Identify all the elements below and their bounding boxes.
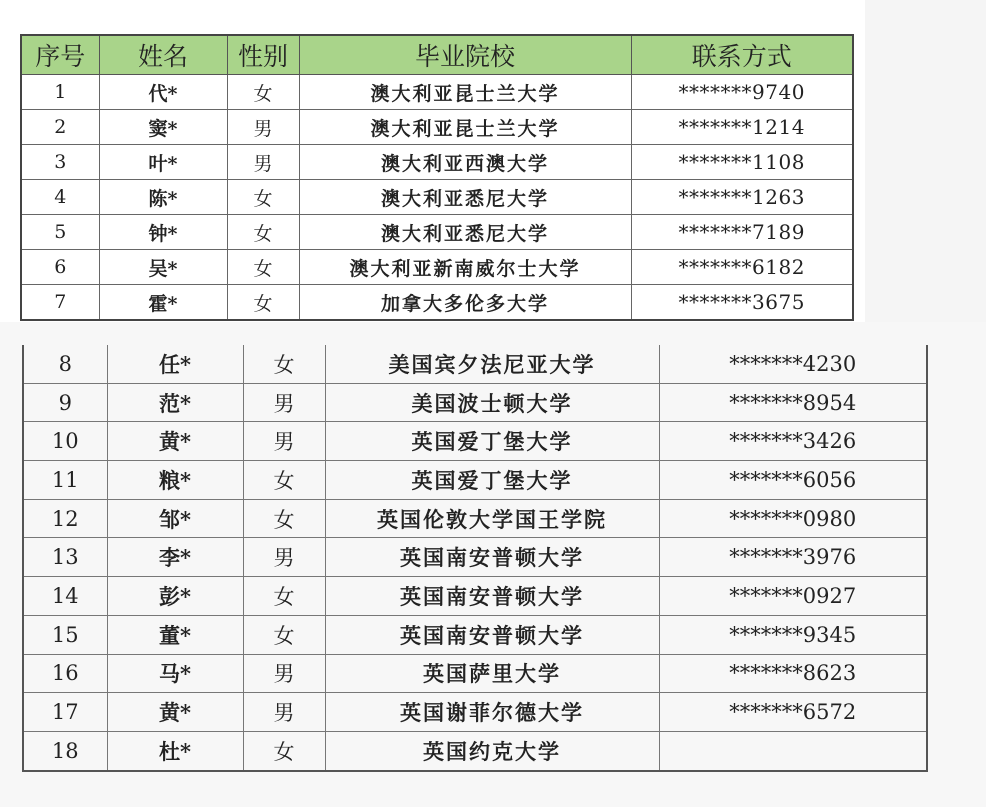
cell-school: 英国南安普顿大学 [325, 615, 659, 654]
table-header-row [21, 35, 853, 75]
cell-school: 澳大利亚悉尼大学 [299, 215, 631, 250]
cell-contact: *******4230 [659, 345, 927, 383]
cell-gender: 男 [227, 110, 299, 145]
header-gender: 性别 [227, 35, 299, 75]
cell-index: 11 [23, 461, 107, 500]
cell-name: 黄* [107, 422, 243, 461]
cell-gender: 女 [243, 345, 325, 383]
cell-school: 美国宾夕法尼亚大学 [325, 345, 659, 383]
cell-contact: *******3426 [659, 422, 927, 461]
cell-name: 董* [107, 615, 243, 654]
cell-contact: *******7189 [631, 215, 853, 250]
cell-school: 美国波士顿大学 [325, 383, 659, 422]
table-row [23, 577, 927, 616]
table-row [23, 693, 927, 732]
table-row [21, 285, 853, 321]
graduate-table-bottom [22, 345, 928, 772]
cell-gender: 女 [243, 731, 325, 770]
table-row [23, 615, 927, 654]
cell-index: 15 [23, 615, 107, 654]
cell-gender: 女 [227, 285, 299, 321]
cell-gender: 女 [243, 577, 325, 616]
cell-index: 13 [23, 538, 107, 577]
cell-school: 英国谢菲尔德大学 [325, 693, 659, 732]
table-row [23, 538, 927, 577]
cell-school: 英国约克大学 [325, 731, 659, 770]
table-row [21, 250, 853, 285]
cell-gender: 男 [243, 654, 325, 693]
cell-school: 英国南安普顿大学 [325, 577, 659, 616]
cell-name: 粮* [107, 461, 243, 500]
cell-school: 澳大利亚昆士兰大学 [299, 110, 631, 145]
cell-index: 4 [21, 180, 99, 215]
cell-contact: *******8623 [659, 654, 927, 693]
cell-name: 窦* [99, 110, 227, 145]
cell-school: 加拿大多伦多大学 [299, 285, 631, 321]
table-row [23, 499, 927, 538]
cell-name: 吴* [99, 250, 227, 285]
cell-index: 12 [23, 499, 107, 538]
cell-contact: *******1214 [631, 110, 853, 145]
cell-index: 8 [23, 345, 107, 383]
cell-gender: 男 [227, 145, 299, 180]
cell-contact: *******3976 [659, 538, 927, 577]
cell-school: 英国南安普顿大学 [325, 538, 659, 577]
table-row [23, 654, 927, 693]
cell-name: 代* [99, 75, 227, 110]
cell-name: 陈* [99, 180, 227, 215]
table-row [21, 180, 853, 215]
table-row [23, 345, 927, 383]
cell-school: 澳大利亚新南威尔士大学 [299, 250, 631, 285]
cell-gender: 男 [243, 538, 325, 577]
cell-contact: *******6182 [631, 250, 853, 285]
table-row [23, 731, 927, 770]
cell-index: 16 [23, 654, 107, 693]
cell-gender: 男 [243, 383, 325, 422]
cell-index: 1 [21, 75, 99, 110]
header-name: 姓名 [99, 35, 227, 75]
cell-index: 14 [23, 577, 107, 616]
cell-name: 任* [107, 345, 243, 383]
cell-contact: *******9740 [631, 75, 853, 110]
cell-school: 澳大利亚西澳大学 [299, 145, 631, 180]
cell-index: 9 [23, 383, 107, 422]
cell-school: 英国萨里大学 [325, 654, 659, 693]
cell-index: 3 [21, 145, 99, 180]
header-school: 毕业院校 [299, 35, 631, 75]
cell-school: 英国伦敦大学国王学院 [325, 499, 659, 538]
cell-name: 范* [107, 383, 243, 422]
cell-contact: *******0980 [659, 499, 927, 538]
graduate-table-top [20, 34, 854, 321]
cell-name: 彭* [107, 577, 243, 616]
header-contact: 联系方式 [631, 35, 853, 75]
table-row [21, 110, 853, 145]
cell-school: 英国爱丁堡大学 [325, 461, 659, 500]
cell-school: 英国爱丁堡大学 [325, 422, 659, 461]
cell-contact: *******6056 [659, 461, 927, 500]
cell-contact: *******6572 [659, 693, 927, 732]
cell-index: 7 [21, 285, 99, 321]
cell-name: 黄* [107, 693, 243, 732]
cell-index: 5 [21, 215, 99, 250]
cell-name: 邹* [107, 499, 243, 538]
cell-gender: 女 [243, 499, 325, 538]
cell-name: 霍* [99, 285, 227, 321]
cell-contact: *******9345 [659, 615, 927, 654]
cell-index: 2 [21, 110, 99, 145]
cell-school: 澳大利亚昆士兰大学 [299, 75, 631, 110]
cell-gender: 女 [227, 180, 299, 215]
cell-contact: *******1108 [631, 145, 853, 180]
table-row [23, 461, 927, 500]
cell-name: 杜* [107, 731, 243, 770]
cell-index: 17 [23, 693, 107, 732]
cell-contact: *******8954 [659, 383, 927, 422]
cell-gender: 女 [243, 461, 325, 500]
table-row [21, 145, 853, 180]
cell-contact: *******0927 [659, 577, 927, 616]
cell-school: 澳大利亚悉尼大学 [299, 180, 631, 215]
cell-gender: 女 [227, 75, 299, 110]
cell-name: 李* [107, 538, 243, 577]
cell-index: 6 [21, 250, 99, 285]
cell-gender: 女 [227, 250, 299, 285]
cell-gender: 女 [243, 615, 325, 654]
cell-gender: 女 [227, 215, 299, 250]
cell-gender: 男 [243, 422, 325, 461]
cell-contact: *******3675 [631, 285, 853, 321]
cell-index: 18 [23, 731, 107, 770]
cell-gender: 男 [243, 693, 325, 732]
cell-name: 叶* [99, 145, 227, 180]
cell-name: 马* [107, 654, 243, 693]
cell-index: 10 [23, 422, 107, 461]
cell-name: 钟* [99, 215, 227, 250]
table-row [21, 215, 853, 250]
table-row [21, 75, 853, 110]
cell-contact: *******1263 [631, 180, 853, 215]
header-index: 序号 [21, 35, 99, 75]
cell-contact [659, 731, 927, 770]
top-image-panel [0, 0, 865, 322]
table-row [23, 422, 927, 461]
table-row [23, 383, 927, 422]
